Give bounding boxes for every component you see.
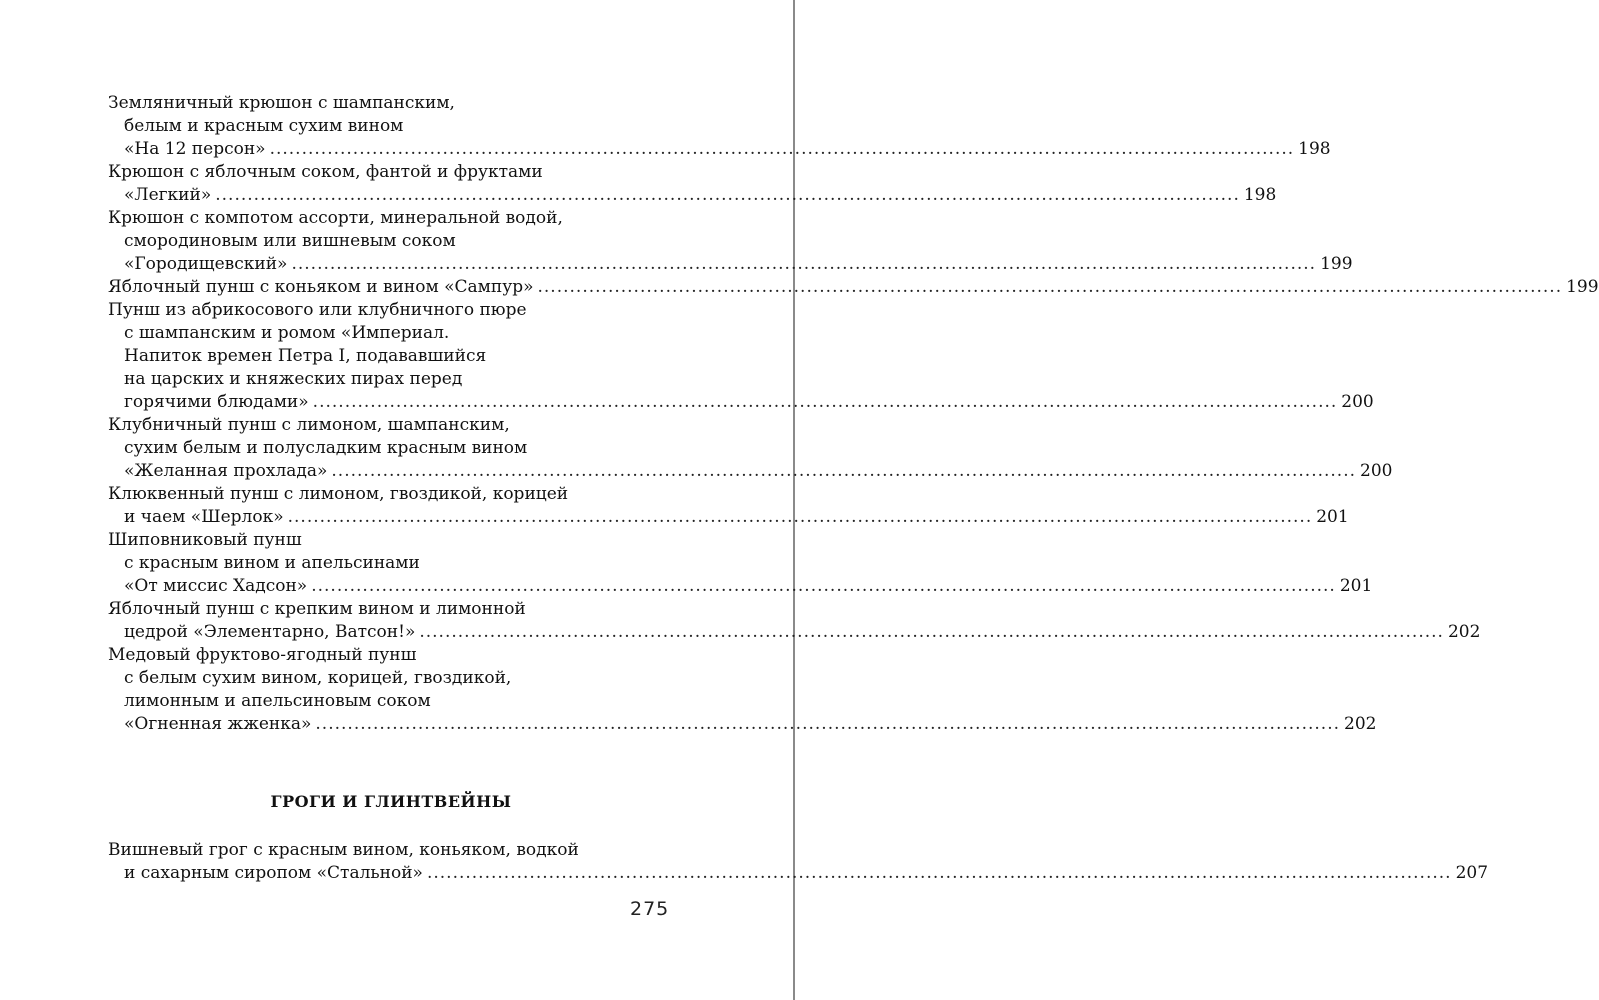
toc-entry-title-line: «От миссис Хадсон» <box>124 576 308 596</box>
toc-entry-title-line: и сахарным сиропом «Стальной» <box>124 863 423 883</box>
toc-entry-title-line: Яблочный пунш с коньяком и вином «Сампур» <box>108 277 534 297</box>
toc-entry <box>108 414 1393 483</box>
dot-leader: ................................................................................................................................................................ <box>287 507 1313 527</box>
toc-entry-page: 200 <box>1341 392 1374 412</box>
toc-entry-leader-line <box>108 276 1599 299</box>
toc-entry-leader-line <box>108 138 1331 161</box>
dot-leader: ................................................................................................................................................................ <box>537 277 1563 297</box>
toc-entry-title-line: Клубничный пунш с лимоном, шампанским, <box>108 415 510 435</box>
toc-entry-leader-line <box>108 391 1374 414</box>
toc-entry-leader-line <box>108 713 1377 736</box>
toc-entry-title-line: Крюшон с яблочным соком, фантой и фруктами <box>108 162 543 182</box>
toc-entry <box>108 276 1599 299</box>
toc-entry <box>108 598 1481 644</box>
toc-entry-title-line: сухим белым и полусладким красным вином <box>124 438 528 458</box>
toc-entry-page: 202 <box>1447 622 1481 642</box>
toc-entry <box>108 529 1373 598</box>
toc-entry-leader-line <box>108 460 1393 483</box>
toc-entry-page: 198 <box>1243 185 1277 205</box>
toc-entry-page: 200 <box>1360 461 1393 481</box>
toc-entry-title-line: «Огненная жженка» <box>124 714 312 734</box>
toc-entry-title-line: «На 12 персон» <box>124 139 266 159</box>
dot-leader: ................................................................................................................................................................ <box>269 139 1295 159</box>
toc-entry <box>108 644 1377 736</box>
toc-entry-title-line: Клюквенный пунш с лимоном, гвоздикой, корицей <box>108 484 569 504</box>
toc-entry <box>108 299 1374 414</box>
dot-leader: ................................................................................................................................................................ <box>215 185 1240 205</box>
dot-leader: ................................................................................................................................................................ <box>311 576 1336 596</box>
toc-entry-title-line: и чаем «Шерлок» <box>124 507 284 527</box>
toc-entry-title-line: Крюшон с компотом ассорти, минеральной водой, <box>108 208 563 228</box>
toc-entry-leader-line <box>108 575 1373 598</box>
toc-entry-page: 199 <box>1320 254 1353 274</box>
toc-entry <box>108 839 1489 885</box>
toc-entry-leader-line <box>108 862 1489 885</box>
table-of-contents <box>108 92 1599 885</box>
toc-entry-title-line: «Городищевский» <box>124 254 288 274</box>
dot-leader: ................................................................................................................................................................ <box>315 714 1340 734</box>
toc-entry-title-line: Напиток времен Петра I, подававшийся <box>124 346 487 366</box>
toc-entry-leader-line <box>108 253 1353 276</box>
toc-entry <box>108 207 1353 276</box>
toc-entry-title-line: горячими блюдами» <box>124 392 309 412</box>
toc-entry-title-line: с шампанским и ромом «Империал. <box>124 323 450 343</box>
toc-entry-page: 207 <box>1455 863 1489 883</box>
toc-entry-title-line: Шиповниковый пунш <box>108 530 302 550</box>
toc-entry <box>108 483 1349 529</box>
toc-entry-page: 199 <box>1566 277 1599 297</box>
toc-entry <box>108 161 1277 207</box>
page-number: 275 <box>630 898 670 920</box>
toc-entry-title-line: с белым сухим вином, корицей, гвоздикой, <box>124 668 512 688</box>
dot-leader: ................................................................................................................................................................ <box>426 863 1452 883</box>
toc-entry-title-line: на царских и княжеских пирах перед <box>124 369 463 389</box>
toc-entry-leader-line <box>108 621 1481 644</box>
toc-entry-title-line: белым и красным сухим вином <box>124 116 404 136</box>
dot-leader: ................................................................................................................................................................ <box>419 622 1444 642</box>
toc-entry-title-line: «Желанная прохлада» <box>124 461 328 481</box>
toc-entry-title-line: лимонным и апельсиновым соком <box>124 691 431 711</box>
toc-entry-leader-line <box>108 506 1349 529</box>
toc-entry-title-line: «Легкий» <box>124 185 212 205</box>
toc-entry-page: 201 <box>1339 576 1373 596</box>
toc-entry-page: 202 <box>1344 714 1377 734</box>
dot-leader: ................................................................................................................................................................ <box>312 392 1338 412</box>
toc-entry <box>108 92 1331 161</box>
toc-list-grogs <box>108 839 1489 885</box>
toc-entry-title-line: с красным вином и апельсинами <box>124 553 420 573</box>
toc-entry-title-line: цедрой «Элементарно, Ватсон!» <box>124 622 416 642</box>
section-title: ГРОГИ И ГЛИНТВЕЙНЫ <box>270 792 512 811</box>
toc-entry-title-line: Яблочный пунш с крепким вином и лимонной <box>108 599 526 619</box>
toc-entry-page: 198 <box>1298 139 1331 159</box>
dot-leader: ................................................................................................................................................................ <box>331 461 1357 481</box>
toc-entry-title-line: Пунш из абрикосового или клубничного пюре <box>108 300 527 320</box>
toc-entry-title-line: смородиновым или вишневым соком <box>124 231 456 251</box>
toc-list-punches <box>108 92 1599 736</box>
dot-leader: ................................................................................................................................................................ <box>291 254 1317 274</box>
toc-entry-title-line: Медовый фруктово-ягодный пунш <box>108 645 417 665</box>
toc-entry-title-line: Земляничный крюшон с шампанским, <box>108 93 455 113</box>
toc-entry-leader-line <box>108 184 1277 207</box>
toc-entry-page: 201 <box>1316 507 1349 527</box>
toc-entry-title-line: Вишневый грог с красным вином, коньяком, водкой <box>108 840 579 860</box>
